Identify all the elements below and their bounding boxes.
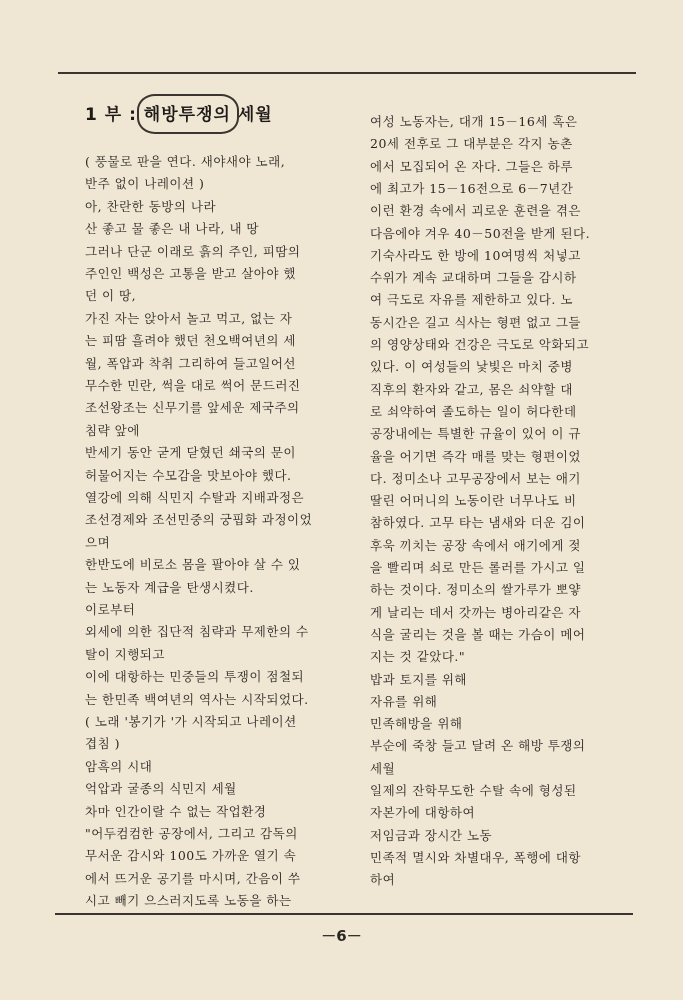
text-line: 다. 정미소나 고무공장에서 보는 애기 <box>370 470 581 486</box>
text-line: 민족해방을 위해 <box>370 716 463 732</box>
text-line: 는 한민족 백여년의 역사는 시작되었다. <box>85 691 309 707</box>
text-line: 일제의 잔학무도한 수탈 속에 형성된 <box>370 783 577 798</box>
text-line: 조선경제와 조선민중의 궁핍화 과정이었 <box>85 512 313 528</box>
text-line: 의 영양상태와 건강은 극도로 악화되고 <box>370 337 590 352</box>
text-line: 밥과 토지를 위해 <box>370 671 467 687</box>
text-line: 으며 <box>85 534 111 550</box>
text-line: 그러나 단군 이래로 흙의 주인, 피땀의 <box>85 243 301 259</box>
text-line: 는 피땀 흘려야 했던 천오백여년의 세 <box>85 333 296 349</box>
text-line: 공장내에는 특별한 규율이 있어 이 규 <box>370 426 581 442</box>
text-line: 겹침 ) <box>85 736 121 752</box>
text-line: 지는 것 같았다." <box>370 649 466 665</box>
text-line: 침략 앞에 <box>85 422 140 438</box>
text-line: 아, 찬란한 동방의 나라 <box>85 198 217 214</box>
text-line: 가진 자는 앉아서 놀고 먹고, 없는 자 <box>85 310 293 326</box>
text-line: 수위가 계속 교대하며 그들을 감시하 <box>370 270 577 286</box>
text-line: 암흑의 시대 <box>85 758 153 774</box>
text-line: 반세기 동안 굳게 닫혔던 쇄국의 문이 <box>85 445 296 461</box>
text-line: 외세에 의한 집단적 침략과 무제한의 수 <box>85 624 309 640</box>
page-number: －6－ <box>321 927 362 945</box>
top-rule <box>58 72 636 74</box>
text-line: 20세 전후로 그 대부분은 각지 농촌 <box>370 136 573 152</box>
text-line: 을 빨리며 쇠로 만든 롤러를 가시고 일 <box>370 560 586 575</box>
text-line: 무수한 민란, 썩을 대로 썩어 문드러진 <box>85 378 301 393</box>
bottom-rule <box>55 913 633 915</box>
text-line: 는 노동자 계급을 탄생시켰다. <box>85 579 254 595</box>
text-line: 동시간은 길고 식사는 형편 없고 그들 <box>370 314 581 330</box>
text-line: 시고 빼기 으스러지도록 노동을 하는 <box>85 893 292 909</box>
text-line: "어두컴컴한 공장에서, 그리고 감독의 <box>85 826 298 841</box>
text-line: 로 쇠약하여 졸도하는 일이 허다한데 <box>370 403 577 419</box>
text-line: 직후의 환자와 같고, 몸은 쇠약할 대 <box>370 381 573 397</box>
text-line: 던 이 땅, <box>85 288 137 304</box>
section-title: 1 부 : 해방투쟁의 세월 <box>85 105 273 125</box>
text-line: 산 좋고 물 좋은 내 나라, 내 땅 <box>85 221 260 237</box>
text-line: 기숙사라도 한 방에 10여명씩 처넣고 <box>370 247 581 263</box>
text-line: 식을 굴리는 것을 볼 때는 가슴이 메어 <box>370 626 586 642</box>
text-line: 참하였다. 고무 타는 냄새와 더운 김이 <box>370 515 586 531</box>
text-line: 이로부터 <box>85 602 136 617</box>
text-line: 부순에 죽창 들고 달려 온 해방 투쟁의 <box>370 738 586 754</box>
text-line: 허물어지는 수모감을 맛보아야 했다. <box>85 467 292 483</box>
text-line: 딸린 어머니의 노동이란 너무나도 비 <box>370 493 577 509</box>
text-line: 게 날리는 데서 갓까는 병아리같은 자 <box>370 604 581 620</box>
text-line: 반주 없이 나레이션 ) <box>85 176 205 192</box>
text-line: 세월 <box>370 760 396 776</box>
text-line: 다음에야 겨우 40－50전을 받게 된다. <box>370 225 591 241</box>
text-line: 열강에 의해 식민지 수탈과 지배과정은 <box>85 490 305 505</box>
text-line: ( 풍물로 판을 연다. 새야새야 노래, <box>85 154 286 169</box>
section-heading <box>85 100 325 134</box>
text-line: ( 노래 '봉기가 '가 시작되고 나레이션 <box>85 714 297 729</box>
text-line: 조선왕조는 신무기를 앞세운 제국주의 <box>85 400 300 416</box>
text-line: 차마 인간이랄 수 없는 작업환경 <box>85 803 267 819</box>
text-line: 이에 대항하는 민중들의 투쟁이 점철되 <box>85 669 305 685</box>
text-line: 탈이 지행되고 <box>85 646 165 662</box>
text-line: 월, 폭압과 착취 그리하여 들고일어선 <box>85 355 296 371</box>
text-line: 에서 뜨거운 공기를 마시며, 간음이 쑤 <box>85 870 301 886</box>
text-line: 여 극도로 자유를 제한하고 있다. 노 <box>370 292 573 308</box>
text-line: 후욱 끼치는 공장 속에서 애기에게 젖 <box>370 537 581 553</box>
text-line: 무서운 감시와 100도 가까운 열기 속 <box>85 848 297 864</box>
text-line: 한반도에 비로소 몸을 팔아야 살 수 있 <box>85 557 301 573</box>
text-line: 자유를 위해 <box>370 693 438 709</box>
text-line: 있다. 이 여성들의 낯빛은 마치 중병 <box>370 359 573 375</box>
text-line: 자본가에 대항하여 <box>370 805 476 821</box>
text-line: 주인인 백성은 고통을 받고 살아야 했 <box>85 266 296 281</box>
text-line: 억압과 굴종의 식민지 세월 <box>85 781 237 797</box>
heading-circle-mark <box>137 94 239 134</box>
text-line: 이런 환경 속에서 괴로운 훈련을 겪은 <box>370 203 581 219</box>
text-line: 에 최고가 15－16전으로 6－7년간 <box>370 180 574 196</box>
text-line: 민족적 멸시와 차별대우, 폭행에 대항 <box>370 849 581 865</box>
text-line: 저임금과 장시간 노동 <box>370 827 493 843</box>
text-line: 여성 노동자는, 대개 15－16세 혹은 <box>370 114 578 129</box>
text-line: 율을 어기면 즉각 매를 맞는 형편이었 <box>370 448 581 464</box>
text-line: 에서 모집되어 온 자다. 그들은 하루 <box>370 158 573 174</box>
text-line: 하여 <box>370 872 396 888</box>
text-line: 하는 것이다. 정미소의 쌀가루가 뽀얗 <box>370 582 581 598</box>
